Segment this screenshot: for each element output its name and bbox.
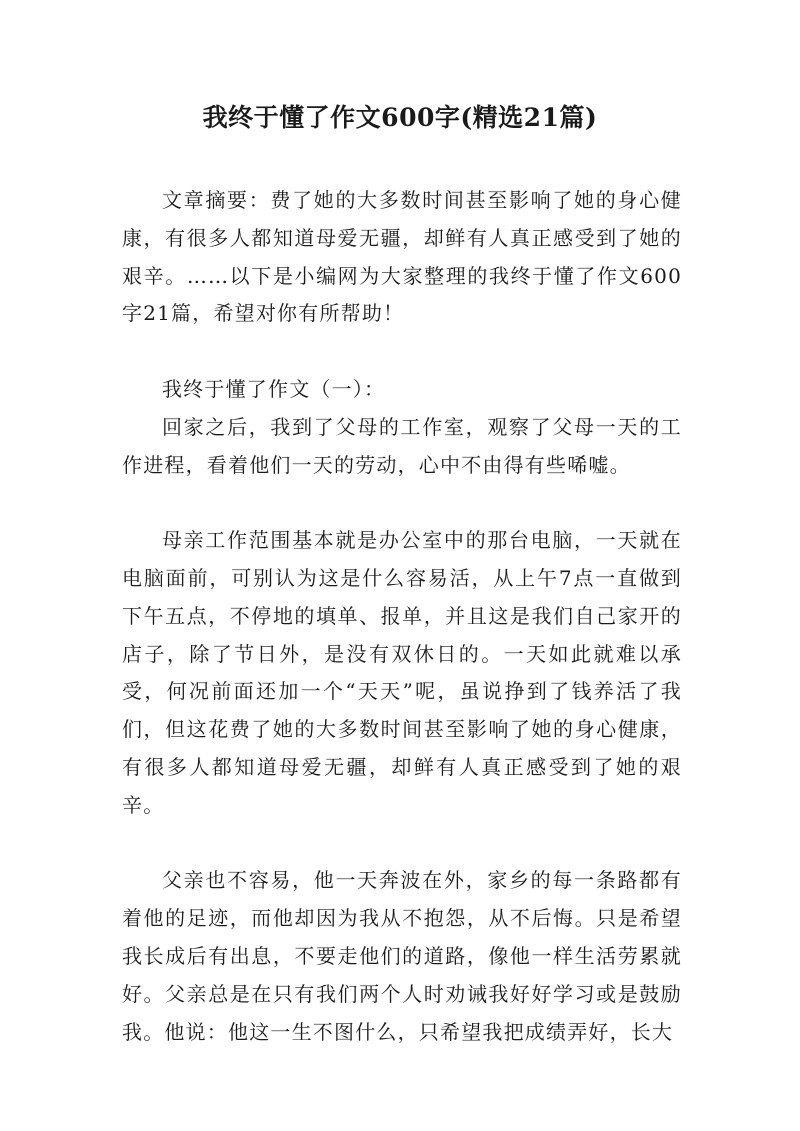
paragraph-gap bbox=[122, 484, 682, 522]
paragraph-gap bbox=[122, 825, 682, 863]
document-title: 我终于懂了作文600字(精选21篇) bbox=[202, 103, 598, 132]
body-paragraph-3: 父亲也不容易，他一天奔波在外，家乡的每一条路都有着他的足迹，而他却因为我从不抱怨，从不后悔。只是希望我长成后有出息，不要走他们的道路，像他一样生活劳累就好。父亲总是在只有我们两个人时劝诫我好好学习或是鼓励我。他说：他这一生不图什么，只希望我把成绩弄好，长大 bbox=[122, 868, 682, 1044]
body-paragraph-2: 母亲工作范围基本就是办公室中的那台电脑，一天就在电脑面前，可别认为这是什么容易活，从上午7点一直做到下午五点，不停地的填单、报单，并且这是我们自己家开的店子，除了节日外，是没有双休日的。一天如此就难以承受，何况前面还加一个“天天”呢，虽说挣到了钱养活了我们，但这花费了她的大多数时间甚至影响了她的身心健康，有很多人都知道母爱无疆，却鲜有人真正感受到了她的艰辛。 bbox=[122, 528, 682, 817]
section-heading: 我终于懂了作文（一）： bbox=[162, 376, 386, 401]
summary-paragraph: 文章摘要：费了她的大多数时间甚至影响了她的身心健康，有很多人都知道母爱无疆，却鲜有人真正感受到了她的艰辛。……以下是小编网为大家整理的我终于懂了作文600字21篇，希望对你有所帮助！ bbox=[122, 188, 682, 326]
paragraph-gap bbox=[122, 333, 682, 371]
document-body bbox=[122, 182, 682, 1051]
body-paragraph-1: 回家之后，我到了父母的工作室，观察了父母一天的工作进程，看着他们一天的劳动，心中不由得有些唏嘘。 bbox=[122, 414, 682, 477]
